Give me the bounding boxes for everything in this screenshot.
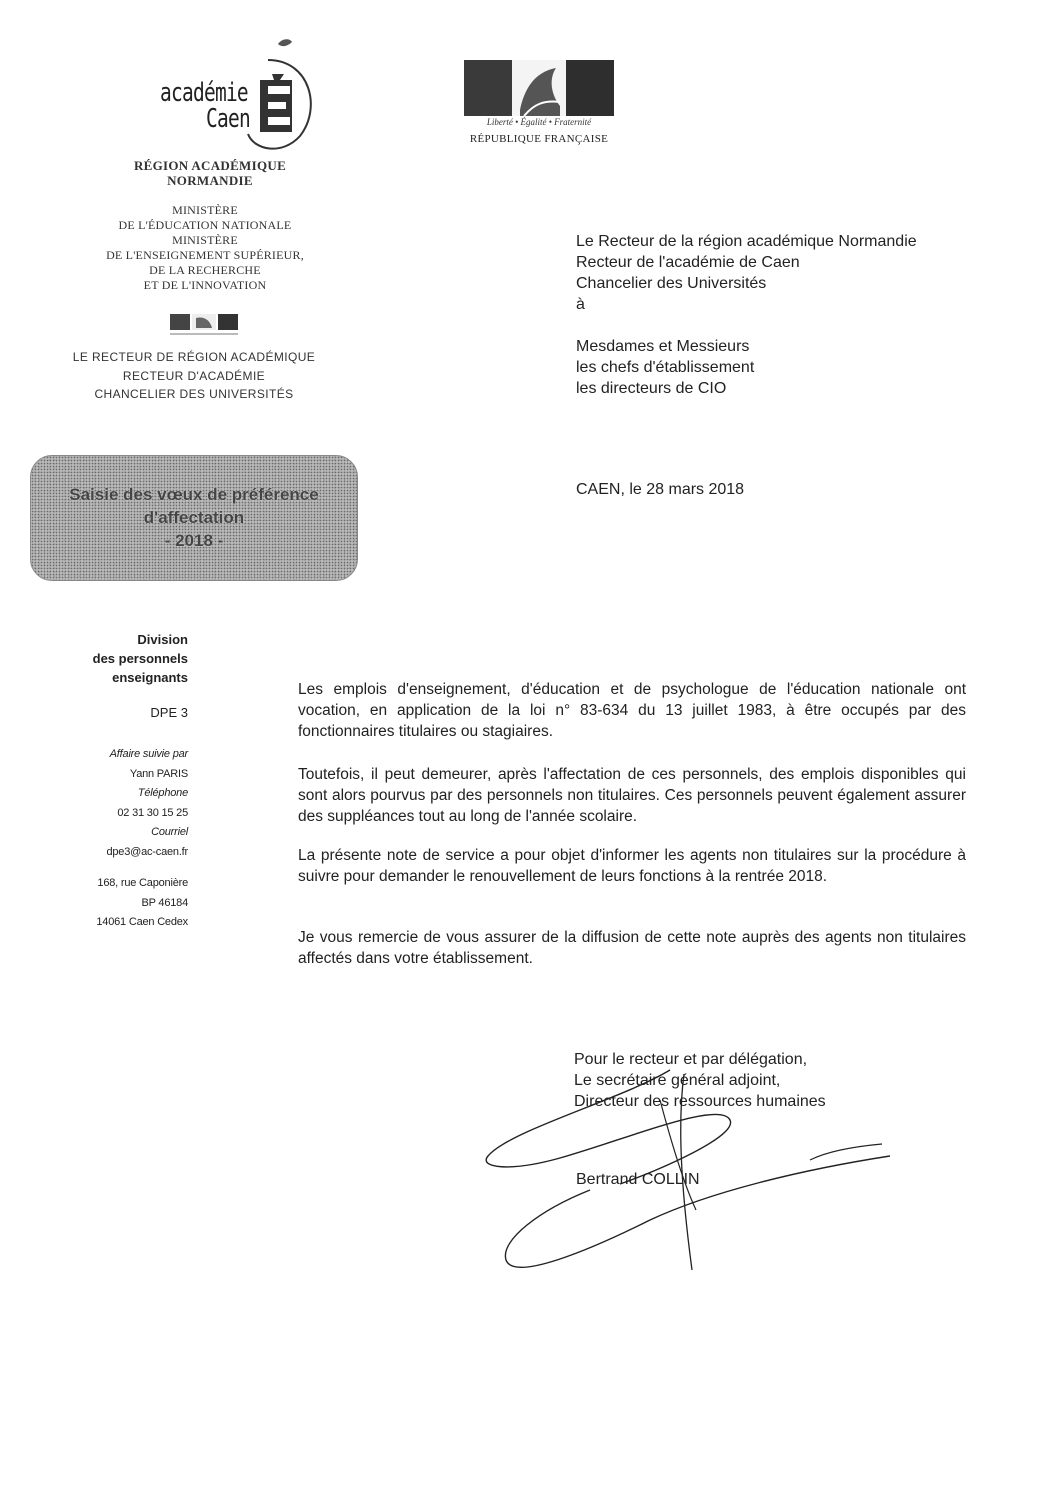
- region-academique-title: [110, 158, 310, 188]
- recipient-line: Mesdames et Messieurs: [576, 338, 750, 355]
- rector-title-line: LE RECTEUR DE RÉGION ACADÉMIQUE: [72, 350, 316, 364]
- signature-line: Le secrétaire général adjoint,: [574, 1072, 781, 1089]
- republique-francaise-label: RÉPUBLIQUE FRANÇAISE: [469, 133, 609, 145]
- marianne-small-logo: [168, 312, 240, 338]
- dpe-code: DPE 3: [150, 705, 188, 720]
- sender-line: Chancelier des Universités: [576, 275, 767, 292]
- rector-titles-block: [66, 348, 322, 404]
- subject-line: Saisie des vœux de préférence: [69, 485, 319, 504]
- division-line: Division: [137, 632, 188, 647]
- sender-block: [576, 231, 917, 315]
- subject-line: - 2018 -: [164, 531, 224, 550]
- division-line: des personnels: [92, 651, 188, 666]
- rector-title-line: RECTEUR D'ACADÉMIE: [122, 368, 266, 383]
- logo-word-caen: Caen: [206, 104, 250, 134]
- contact-line: Téléphone: [137, 787, 188, 799]
- signature-line: Pour le recteur et par délégation,: [574, 1051, 808, 1068]
- body-paragraph: Les emplois d'enseignement, d'éducation et de psychologue de l'éducation nationale ont vocation, en application de la loi n° 83-634 du 13 juillet 1983, à être occupés par des fonctionnaires titulaires ou stagiaires.: [298, 681, 966, 740]
- recipient-line: les directeurs de CIO: [576, 380, 727, 397]
- contact-block: [40, 745, 188, 862]
- academie-caen-logo: [150, 38, 330, 158]
- subject-title: [30, 483, 358, 552]
- address-line: 14061 Caen Cedex: [96, 916, 188, 928]
- body-paragraph: Toutefois, il peut demeurer, après l'affectation de ces personnels, des emplois disponibles qui sont alors pourvus par des personnels non titulaires. Ces personnels peuvent également assurer des suppléances tout au long de l'année scolaire.: [298, 766, 966, 825]
- ministry-line: MINISTÈRE: [172, 233, 238, 247]
- subject-line: d'affectation: [143, 508, 245, 527]
- address-line: 168, rue Caponière: [97, 877, 188, 889]
- contact-phone: 02 31 30 15 25: [117, 806, 188, 819]
- region-line: NORMANDIE: [167, 173, 253, 188]
- body-paragraph: Je vous remercie de vous assurer de la diffusion de cette note auprès des agents non titulaires affectés dans votre établissement.: [298, 929, 966, 967]
- sender-line: Recteur de l'académie de Caen: [576, 254, 800, 271]
- ministry-line: DE L'ENSEIGNEMENT SUPÉRIEUR,: [106, 248, 304, 262]
- handwritten-signature: [470, 1060, 890, 1290]
- signatory-name: Bertrand COLLIN: [576, 1171, 700, 1188]
- recipient-line: les chefs d'établissement: [576, 359, 755, 376]
- ministry-line: MINISTÈRE: [172, 203, 238, 217]
- republique-motto: Liberté • Égalité • Fraternité: [486, 117, 592, 127]
- rector-title-line: CHANCELIER DES UNIVERSITÉS: [94, 387, 294, 401]
- division-line: enseignants: [112, 670, 188, 685]
- address-line: BP 46184: [141, 896, 188, 909]
- division-label: [40, 630, 188, 687]
- ministries-block: [80, 203, 330, 293]
- letter-date: CAEN, le 28 mars 2018: [576, 481, 745, 498]
- body-paragraph: La présente note de service a pour objet d'informer les agents non titulaires sur la procédure à suivre pour demander le renouvellement de leurs fonctions à la rentrée 2018.: [298, 847, 966, 885]
- logo-word-academie: académie: [160, 78, 248, 108]
- contact-name: Yann PARIS: [129, 767, 188, 780]
- ministry-line: ET DE L'INNOVATION: [143, 278, 267, 292]
- sender-line: Le Recteur de la région académique Normandie: [576, 233, 917, 250]
- contact-email: dpe3@ac-caen.fr: [106, 845, 188, 858]
- contact-line: Courriel: [151, 826, 188, 838]
- signature-line: Directeur des ressources humaines: [574, 1093, 826, 1110]
- ministry-line: DE LA RECHERCHE: [149, 263, 261, 277]
- postal-address: [40, 874, 188, 933]
- region-line: RÉGION ACADÉMIQUE: [133, 158, 287, 173]
- recipients-block: [576, 336, 754, 399]
- contact-line: Affaire suivie par: [109, 748, 188, 760]
- sender-line: à: [576, 296, 585, 313]
- ministry-line: DE L'ÉDUCATION NATIONALE: [118, 218, 292, 232]
